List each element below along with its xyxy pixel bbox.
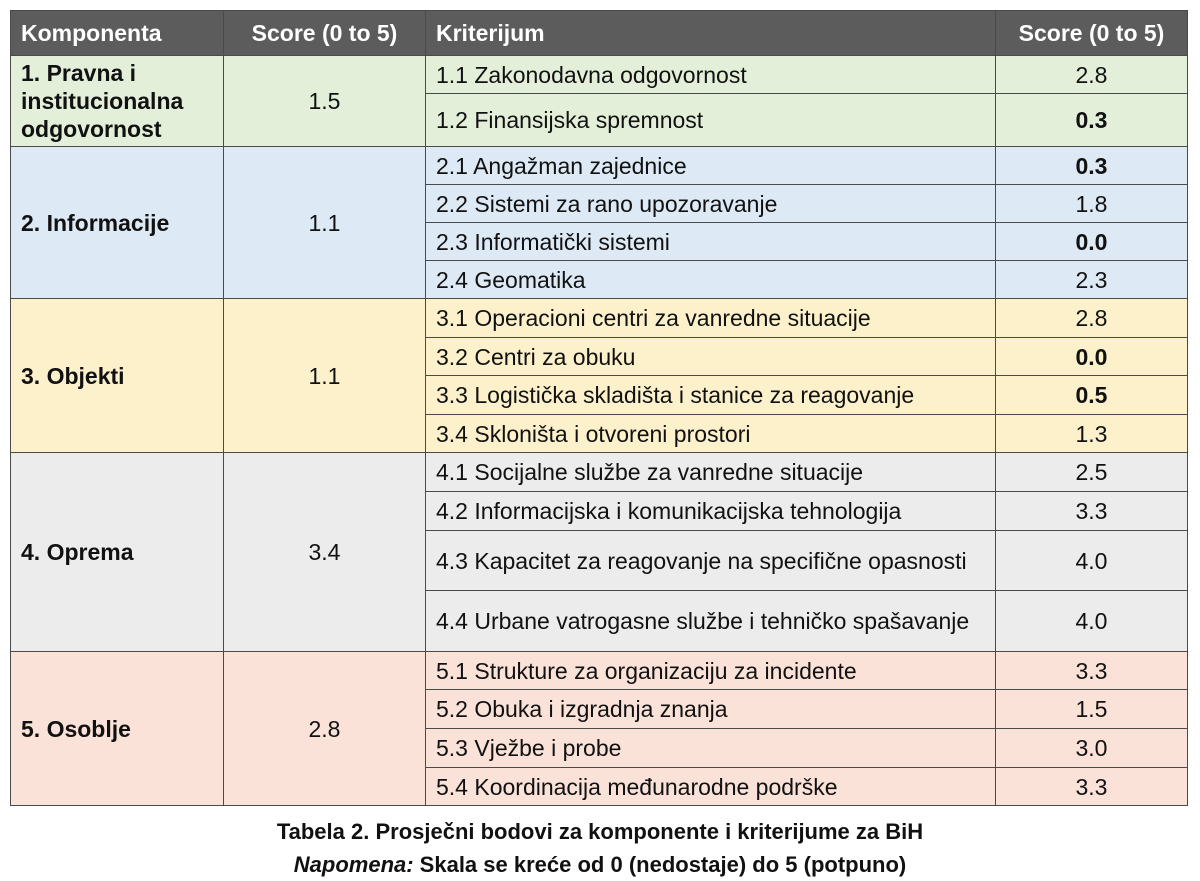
table-row: [11, 453, 1188, 492]
criterion-cell: 2.3 Informatički sistemi: [426, 223, 996, 261]
criterion-score-cell: 2.8: [996, 56, 1188, 94]
criterion-score-cell: 3.0: [996, 729, 1188, 768]
criterion-cell: 3.4 Skloništa i otvoreni prostori: [426, 415, 996, 453]
criterion-cell: 4.1 Socijalne službe za vanredne situacije: [426, 453, 996, 492]
criterion-score-cell: 1.5: [996, 690, 1188, 729]
caption-note-text: Skala se kreće od 0 (nedostaje) do 5 (potpuno): [413, 852, 907, 877]
criterion-score-cell: 0.0: [996, 338, 1188, 376]
criterion-cell: 5.4 Koordinacija međunarodne podrške: [426, 768, 996, 806]
component-cell: 3. Objekti: [11, 299, 224, 453]
table-row: [11, 299, 1188, 338]
component-cell: 2. Informacije: [11, 147, 224, 299]
criterion-cell: 2.2 Sistemi za rano upozoravanje: [426, 185, 996, 223]
criterion-cell: 2.1 Angažman zajednice: [426, 147, 996, 185]
criterion-cell: 1.2 Finansijska spremnost: [426, 94, 996, 147]
criterion-cell: 3.1 Operacioni centri za vanredne situacije: [426, 299, 996, 338]
table-row: [11, 652, 1188, 690]
header-criterion: Kriterijum: [426, 11, 996, 56]
criterion-score-cell: 4.0: [996, 591, 1188, 652]
table-row: [11, 147, 1188, 185]
component-cell: 5. Osoblje: [11, 652, 224, 806]
criterion-score-cell: 2.8: [996, 299, 1188, 338]
criterion-cell: 1.1 Zakonodavna odgovornost: [426, 56, 996, 94]
criterion-score-cell: 2.3: [996, 261, 1188, 299]
criterion-cell: 4.2 Informacijska i komunikacijska tehnologija: [426, 492, 996, 531]
criterion-cell: 2.4 Geomatika: [426, 261, 996, 299]
criterion-score-cell: 2.5: [996, 453, 1188, 492]
criterion-cell: 5.3 Vježbe i probe: [426, 729, 996, 768]
header-component: Komponenta: [11, 11, 224, 56]
component-score-cell: 1.1: [224, 299, 426, 453]
component-cell: 4. Oprema: [11, 453, 224, 652]
criterion-score-cell: 3.3: [996, 652, 1188, 690]
header-component-score: Score (0 to 5): [224, 11, 426, 56]
component-score-cell: 1.5: [224, 56, 426, 147]
criterion-score-cell: 4.0: [996, 531, 1188, 591]
component-score-cell: 1.1: [224, 147, 426, 299]
criterion-score-cell: 0.0: [996, 223, 1188, 261]
criterion-cell: 3.2 Centri za obuku: [426, 338, 996, 376]
criterion-cell: 5.1 Strukture za organizaciju za incidente: [426, 652, 996, 690]
header-criterion-score: Score (0 to 5): [996, 11, 1188, 56]
caption-note-label: Napomena:: [293, 852, 414, 877]
criterion-score-cell: 1.8: [996, 185, 1188, 223]
caption-note: [0, 848, 1200, 881]
caption-title: Tabela 2. Prosječni bodovi za komponente i kriterijume za BiH: [276, 819, 924, 844]
score-table: [10, 10, 1188, 806]
component-score-cell: 3.4: [224, 453, 426, 652]
criterion-cell: 3.3 Logistička skladišta i stanice za reagovanje: [426, 376, 996, 415]
table-caption: [0, 815, 1200, 881]
criterion-cell: 4.3 Kapacitet za reagovanje na specifične opasnosti: [426, 531, 996, 591]
score-table-container: [10, 10, 1187, 806]
criterion-score-cell: 0.3: [996, 94, 1188, 147]
table-header-row: [11, 11, 1188, 56]
component-cell: 1. Pravna i institucionalna odgovornost: [11, 56, 224, 147]
criterion-cell: 5.2 Obuka i izgradnja znanja: [426, 690, 996, 729]
criterion-score-cell: 1.3: [996, 415, 1188, 453]
table-row: [11, 56, 1188, 94]
component-score-cell: 2.8: [224, 652, 426, 806]
criterion-cell: 4.4 Urbane vatrogasne službe i tehničko spašavanje: [426, 591, 996, 652]
criterion-score-cell: 0.5: [996, 376, 1188, 415]
criterion-score-cell: 3.3: [996, 768, 1188, 806]
criterion-score-cell: 0.3: [996, 147, 1188, 185]
criterion-score-cell: 3.3: [996, 492, 1188, 531]
